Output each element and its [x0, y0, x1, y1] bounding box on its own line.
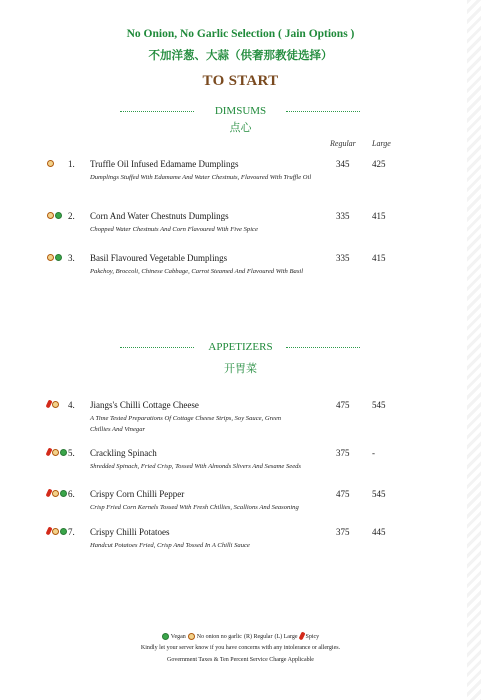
- vegan-icon: [60, 449, 67, 456]
- no-onion-no-garlic-icon: [47, 254, 54, 261]
- spicy-icon: [298, 632, 305, 641]
- appetizers-heading: APPETIZERS: [208, 341, 273, 353]
- legend-large-label: (L) Large: [274, 633, 298, 640]
- item-price-regular: 375: [336, 527, 350, 537]
- item-price-regular: 475: [336, 489, 350, 499]
- item-price-large: 545: [372, 400, 386, 410]
- no-onion-no-garlic-icon: [52, 528, 59, 535]
- item-price-large: 545: [372, 489, 386, 499]
- no-onion-no-garlic-icon: [47, 160, 54, 167]
- vegan-icon: [162, 633, 169, 640]
- item-description: Shredded Spinach, Fried Crisp, Tossed With Almonds Slivers And Sesame Seeds: [90, 463, 301, 470]
- diet-icons: [47, 401, 59, 408]
- diet-icons: [47, 528, 67, 535]
- dimsums-heading: DIMSUMS: [214, 105, 267, 117]
- item-name: Crackling Spinach: [90, 448, 157, 458]
- item-description: Chopped Water Chestnuts And Corn Flavoured With Five Spice: [90, 226, 258, 233]
- item-name: Crispy Corn Chilli Pepper: [90, 489, 185, 499]
- diet-icons: [47, 212, 62, 219]
- no-onion-no-garlic-icon: [52, 401, 59, 408]
- item-price-regular: 335: [336, 253, 350, 263]
- no-onion-no-garlic-icon: [188, 633, 195, 640]
- item-number: 2.: [68, 211, 75, 221]
- item-price-regular: 345: [336, 159, 350, 169]
- diet-icons: [47, 449, 67, 456]
- item-description: Dumplings Stuffed With Edamame And Water Chestnuts, Flavoured With Truffle Oil: [90, 174, 312, 181]
- allergy-note: Kindly let your server know if you have concerns with any intolerance or allergies.: [140, 645, 341, 651]
- item-price-large: 415: [372, 253, 386, 263]
- item-number: 7.: [68, 527, 75, 537]
- item-number: 6.: [68, 489, 75, 499]
- vegan-icon: [55, 254, 62, 261]
- item-price-large: 445: [372, 527, 386, 537]
- item-number: 3.: [68, 253, 75, 263]
- item-price-regular: 335: [336, 211, 350, 221]
- no-onion-no-garlic-icon: [52, 449, 59, 456]
- item-number: 4.: [68, 400, 75, 410]
- item-number: 5.: [68, 448, 75, 458]
- jain-options-title-chinese: 不加洋葱、大蒜（供奢那教徒选择）: [148, 50, 333, 62]
- legend-vegan-label: Vegan: [170, 633, 186, 640]
- no-onion-no-garlic-icon: [47, 212, 54, 219]
- legend: [0, 633, 481, 640]
- to-start-heading: TO START: [202, 73, 279, 89]
- regular-column-header: Regular: [330, 139, 356, 148]
- item-price-large: -: [372, 448, 375, 458]
- item-price-large: 415: [372, 211, 386, 221]
- appetizers-heading-chinese: 开胃菜: [224, 363, 257, 375]
- diet-icons: [47, 160, 54, 167]
- item-name: Crispy Chilli Potatoes: [90, 527, 170, 537]
- item-name: Corn And Water Chestnuts Dumplings: [90, 211, 229, 221]
- item-name: Jiangs's Chilli Cottage Cheese: [90, 400, 199, 410]
- item-description: Pakchoy, Broccoli, Chinese Cabbage, Carrot Steamed And Flavoured With Basil: [90, 268, 304, 275]
- item-price-regular: 375: [336, 448, 350, 458]
- legend-regular-label: (R) Regular: [243, 633, 273, 640]
- diet-icons: [47, 490, 67, 497]
- legend-spicy-label: Spicy: [305, 633, 320, 640]
- legend-no-onion-label: No onion no garlic: [196, 633, 242, 640]
- no-onion-no-garlic-icon: [52, 490, 59, 497]
- tax-note: Government Taxes & Ten Percent Service Charge Applicable: [167, 657, 314, 663]
- vegan-icon: [60, 528, 67, 535]
- item-name: Basil Flavoured Vegetable Dumplings: [90, 253, 228, 263]
- jain-options-title: No Onion, No Garlic Selection ( Jain Options ): [126, 28, 355, 40]
- vegan-icon: [55, 212, 62, 219]
- item-description: Handcut Potatoes Fried, Crisp And Tossed In A Chilli Sauce: [90, 542, 250, 549]
- diet-icons: [47, 254, 62, 261]
- item-name: Truffle Oil Infused Edamame Dumplings: [90, 159, 239, 169]
- dimsums-heading-chinese: 点心: [229, 122, 252, 134]
- item-number: 1.: [68, 159, 75, 169]
- item-price-large: 425: [372, 159, 386, 169]
- large-column-header: Large: [372, 139, 391, 148]
- vegan-icon: [60, 490, 67, 497]
- item-description: A Time Tested Preparations Of Cottage Cheese Strips, Soy Sauce, Green Chillies And Vinegar: [90, 415, 282, 433]
- item-price-regular: 475: [336, 400, 350, 410]
- item-description: Crisp Fried Corn Kernels Tossed With Fresh Chillies, Scallions And Seasoning: [90, 504, 299, 511]
